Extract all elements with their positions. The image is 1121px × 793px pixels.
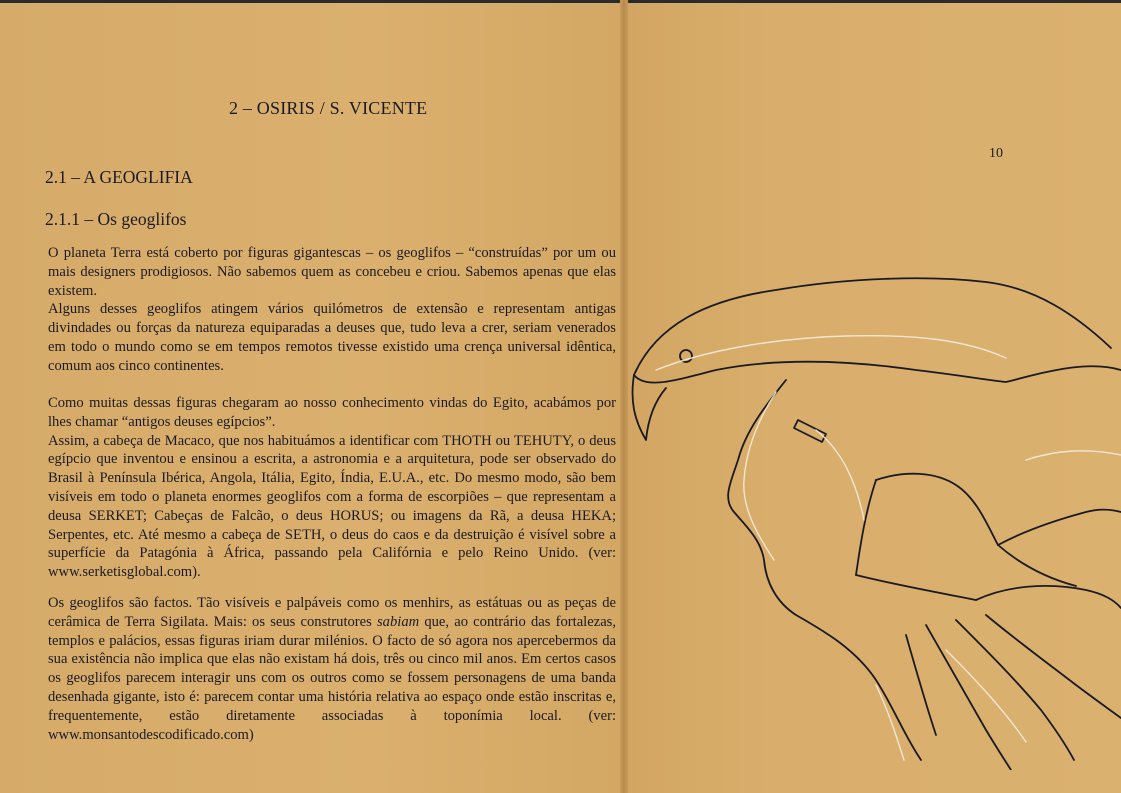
feather-line	[998, 545, 1076, 586]
feather-line	[906, 635, 936, 735]
highlight-line	[656, 336, 1006, 370]
feather-line	[956, 620, 1074, 760]
segment-line	[856, 575, 976, 600]
segment-line	[856, 480, 876, 575]
paragraph: Alguns desses geoglifos atingem vários quilómetros de extensão e representam antigas divindades ou forças da natureza equiparadas a deuses que, tudo leva a crer, seriam venerados em todo o mundo como se em tempos remotos tivesse existido uma crença universal idêntica, comum aos cinco continentes.	[48, 301, 616, 374]
beak-lower-outline	[634, 362, 1121, 383]
segment-line	[976, 586, 1121, 608]
paragraph: Assim, a cabeça de Macaco, que nos habituámos a identificar com THOTH ou TEHUTY, o deus egípcio que inventou e ensinou a escrita, a astronomia e a arquitetura, pode ser observado do Brasil à Península Ibérica, Angola, Itália, Egito, Índia, E.U.A., etc. Do mesmo modo, são bem visíveis em todo o planeta enormes geoglifos com a forma de escorpiões – que representam a deusa SERKET; Cabeças de Falcão, o deus HORUS; ou imagens da Rã, a deusa HEKA; Serpentes, etc. Até mesmo a cabeça de SETH, o deus do caos e da destruição é visível sobre a superfície da Patagónia à África, passando pela Califórnia e pelo Reino Unido. (ver: www.serketisglobal.com).	[48, 432, 616, 581]
highlight-line	[744, 392, 776, 560]
feather-line	[926, 625, 1011, 770]
beak-hook	[633, 375, 667, 440]
paragraph	[48, 594, 616, 744]
marking	[794, 420, 826, 442]
falcon-geoglyph-illustration	[626, 230, 1121, 770]
paragraph-block-3	[48, 594, 616, 744]
emphasis-text: sabiam	[377, 613, 420, 630]
feather-line	[986, 615, 1121, 718]
neck-outline	[876, 474, 998, 545]
paragraph-block-1	[48, 244, 616, 376]
feather-line	[998, 510, 1121, 545]
text-run: que, ao contrário das fortalezas, templos e palácios, essas figuras iriam durar milénios. O facto de só agora nos apercebermos da sua existência não implica que elas não existam há dois, três ou cinco mil anos. Em certos casos os geoglifos parecem interagir uns com os outros como se fossem personagens de uma banda desenhada gigante, isto é: parecem contar uma história relativa ao espaço onde estão inscritas e, frequentemente, estão diretamente associadas à toponímia local. (ver: www.monsantodescodificado.com)	[48, 613, 616, 743]
chapter-title: 2 – OSIRIS / S. VICENTE	[229, 98, 428, 118]
text-run: Os geoglifos são factos. Tão visíveis e palpáveis como os menhirs, as estátuas ou as peças de cerâmica de Terra Sigilata. Mais: os seus construtores	[48, 595, 616, 630]
paragraph: O planeta Terra está coberto por figuras gigantescas – os geoglifos – “construídas” por um ou mais designers prodigiosos. Não sabemos quem as concebeu e criou. Sabemos apenas que elas existem.	[48, 245, 616, 299]
paragraph-block-2	[48, 394, 616, 582]
page-number: 10	[989, 146, 1003, 161]
beak-upper-outline	[634, 278, 1111, 375]
section-title: 2.1 – A GEOGLIFIA	[45, 167, 193, 187]
highlight-line	[816, 430, 864, 520]
paragraph: Como muitas dessas figuras chegaram ao nosso conhecimento vindas do Egito, acabámos por lhes chamar “antigos deuses egípcios”.	[48, 395, 616, 430]
highlight-line	[1026, 451, 1121, 460]
subsection-title: 2.1.1 – Os geoglifos	[45, 209, 187, 229]
